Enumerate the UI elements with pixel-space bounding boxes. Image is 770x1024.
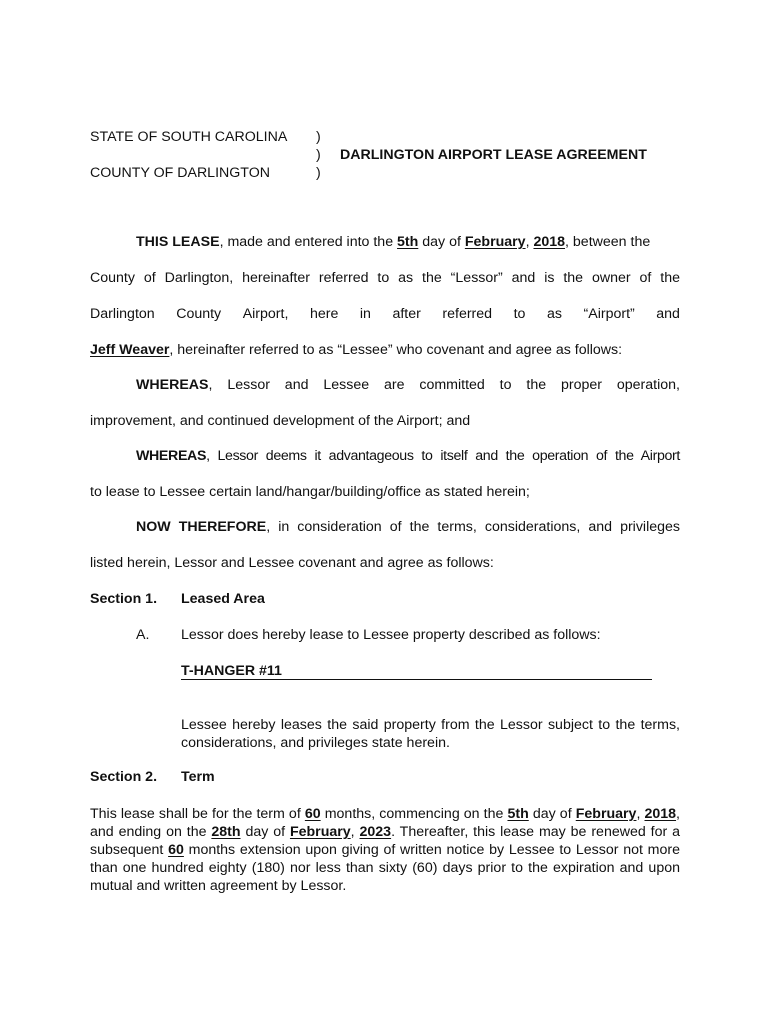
intro-line-1 [136,234,650,250]
whereas-lead: WHEREAS [136,377,209,393]
now-therefore-text: , in consideration of the terms, considerations, and privileges [266,519,680,535]
renewal-months: 60 [168,842,184,858]
lease-month: February [464,234,526,250]
term-text: , [636,806,645,822]
intro-text: , made and entered into the [219,234,398,250]
section-2-title: Term [181,769,215,785]
whereas-lead: WHEREAS [136,448,207,464]
whereas-text: , Lessor and Lessee are committed to the proper operation, [208,377,680,393]
word: after [392,306,421,322]
section-1-item-label: A. [136,627,150,643]
lessee-name: Jeff Weaver [90,342,170,358]
whereas-text: , Lessor deems it advantageous to itself and the operation of the Airport [206,448,680,464]
intro-text: day of [418,234,465,250]
whereas-1-line-2: improvement, and continued development of the Airport; and [90,413,471,429]
section-1-item-text: Lessor does hereby lease to Lessee property described as follows: [181,627,601,643]
lease-year: 2018 [533,234,566,250]
county-caption: COUNTY OF DARLINGTON [90,165,270,181]
word: and [656,306,680,322]
now-therefore-lead: NOW THEREFORE [136,519,267,535]
word: here [309,306,339,322]
end-day: 28th [211,824,241,840]
intro-lead: THIS LEASE [136,234,220,250]
section-1-title: Leased Area [181,591,265,607]
term-months: 60 [304,806,321,822]
intro-text: , [525,234,534,250]
whereas-1-line-1 [136,377,680,393]
intro-line-3 [90,306,680,322]
intro-line-4 [90,342,622,358]
term-text: day of [528,806,576,822]
state-caption: STATE OF SOUTH CAROLINA [90,129,288,145]
word: in [359,306,371,322]
term-text: This lease shall be for the term of [90,806,305,822]
intro-text: , hereinafter referred to as “Lessee” who covenant and agree as follows: [169,342,623,358]
term-text: months, commencing on the [320,806,508,822]
now-therefore-line-1 [136,519,680,535]
term-text: , and ending on the [90,806,680,840]
word: Airport, [242,306,289,322]
term-text: months extension upon giving of written notice by Lessee to Lessor not more than one hundred eighty (180) nor less than sixty (60) days prior to the expiration and upon mutual and written agreement by Lessor. [90,842,680,894]
whereas-2-line-1 [136,448,680,464]
word: “Airport” [583,306,635,322]
now-therefore-line-2: listed herein, Lessor and Lessee covenant and agree as follows: [90,555,494,571]
intro-line-2: County of Darlington, hereinafter referred to as the “Lessor” and is the owner of the [90,270,680,286]
lease-day: 5th [397,234,419,250]
section-2-body [90,805,680,895]
word: County [176,306,222,322]
end-year: 2023 [359,824,392,840]
property-description: T-HANGER #11 [181,663,282,679]
end-month: February [289,824,351,840]
property-underline [181,679,652,680]
section-1-number: Section 1. [90,591,158,607]
word: to [513,306,526,322]
whereas-2-line-2: to lease to Lessee certain land/hangar/building/office as stated herein; [90,484,530,500]
caption-paren: ) [316,147,321,163]
document-title: DARLINGTON AIRPORT LEASE AGREEMENT [340,147,647,163]
intro-text: , between the [565,234,651,250]
word: referred [442,306,493,322]
term-text: , [350,824,360,840]
word: as [546,306,562,322]
caption-paren: ) [316,129,321,145]
section-2-number: Section 2. [90,769,158,785]
section-1-body: Lessee hereby leases the said property from the Lessor subject to the terms, considerations, and privileges state herein. [181,717,680,751]
start-year: 2018 [644,806,677,822]
term-text: day of [240,824,290,840]
term-text: . Thereafter, this lease may be renewed for a subsequent [90,824,680,858]
start-month: February [575,806,637,822]
word: Darlington [90,306,155,322]
caption-paren: ) [316,165,321,181]
start-day: 5th [507,806,529,822]
